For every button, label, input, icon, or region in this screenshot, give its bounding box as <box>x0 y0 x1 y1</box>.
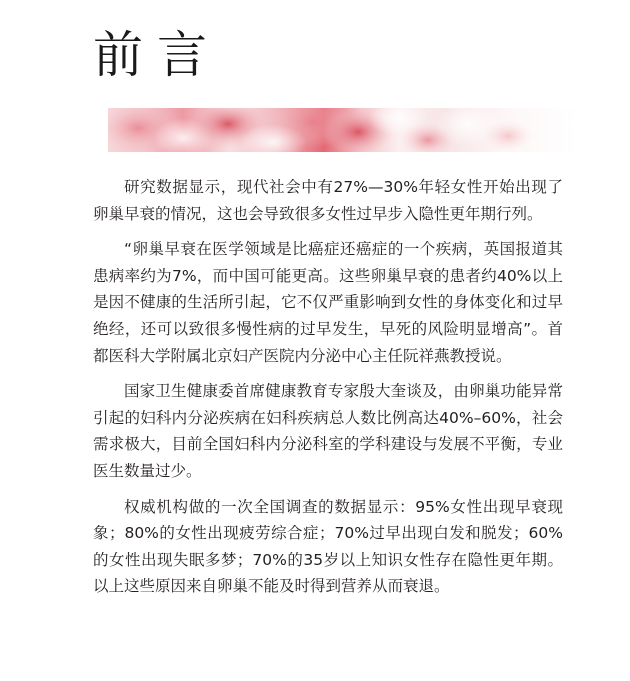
paragraph-2: “卵巢早衰在医学领域是比癌症还癌症的一个疾病，英国报道其患病率约为7%，而中国可能更高。这些卵巢早衰的患者约40%以上是因不健康的生活所引起，它不仅严重影响到女性的身体变化和过早绝经，还可以致很多慢性病的过早发生，早死的风险明显增高”。首都医科大学附属北京妇产医院内分泌中心主任阮祥燕教授说。 <box>93 240 563 365</box>
flower-banner-image <box>108 108 577 152</box>
article-body <box>93 174 563 609</box>
paragraph-3: 国家卫生健康委首席健康教育专家殷大奎谈及，由卵巢功能异常引起的妇科内分泌疾病在妇科疾病总人数比例高达40%–60%，社会需求极大，目前全国妇科内分泌科室的学科建设与发展不平衡，专业医生数量过少。 <box>93 382 563 480</box>
paragraph-4: 权威机构做的一次全国调查的数据显示：95%女性出现早衰现象；80%的女性出现疲劳综合症；70%过早出现白发和脱发；60%的女性出现失眠多梦；70%的35岁以上知识女性存在隐性更年期。以上这些原因来自卵巢不能及时得到营养从而衰退。 <box>93 497 563 596</box>
paragraph-1: 研究数据显示，现代社会中有27%—30%年轻女性开始出现了卵巢早衰的情况，这也会导致很多女性过早步入隐性更年期行列。 <box>93 178 563 223</box>
pink-flower-petals-icon <box>108 108 577 152</box>
page-title: 前言 <box>93 26 221 84</box>
